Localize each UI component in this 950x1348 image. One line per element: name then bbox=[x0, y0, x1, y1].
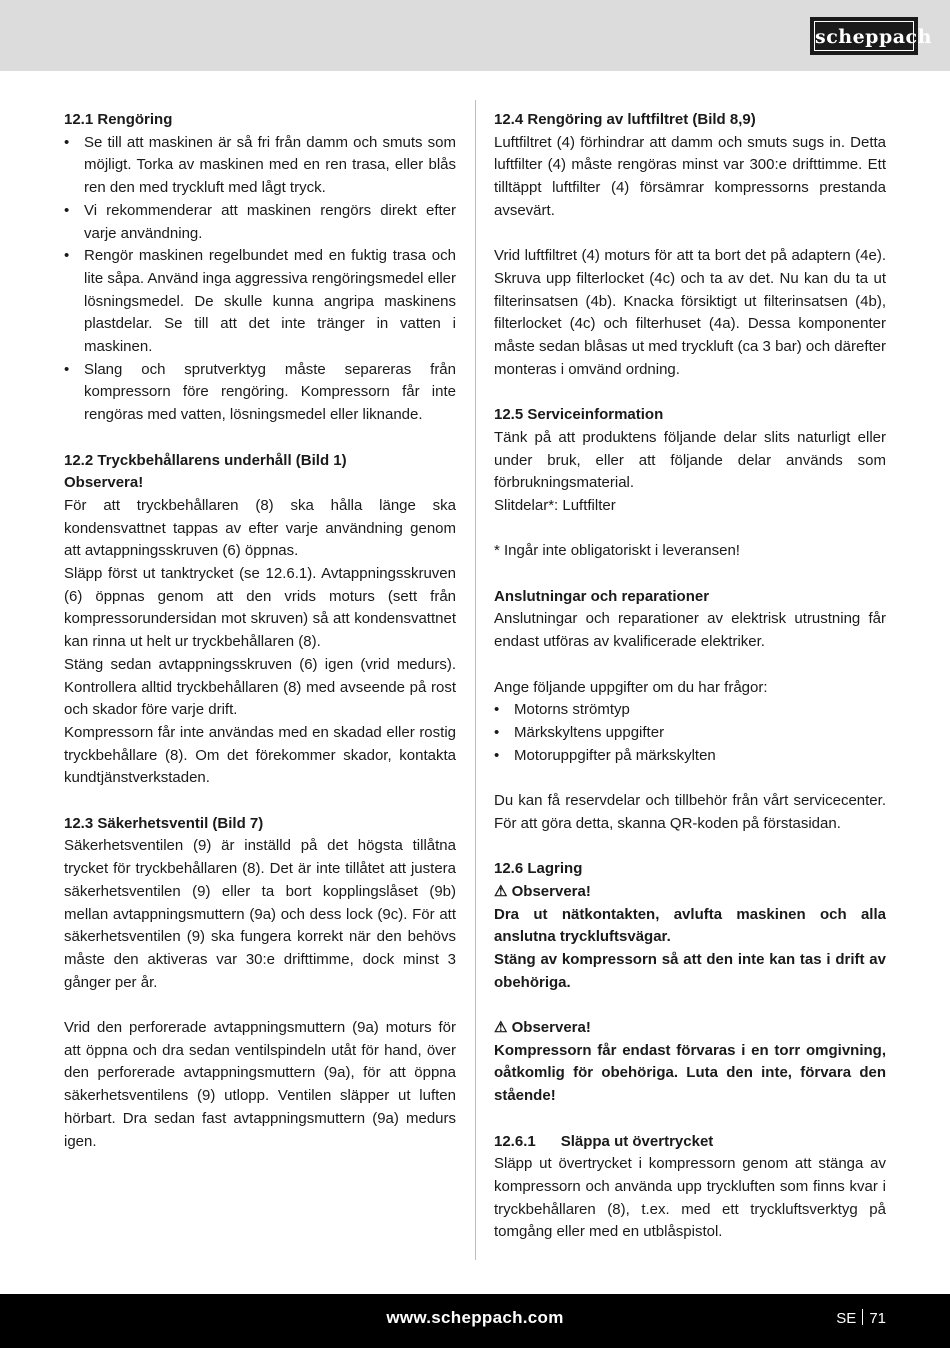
website-link[interactable]: www.scheppach.com bbox=[386, 1308, 564, 1327]
section-12-6-1-title: 12.6.1 Släppa ut övertrycket bbox=[494, 1132, 714, 1150]
footer-bar bbox=[0, 1294, 950, 1348]
list-item: • Vi rekommenderar att maskinen rengörs direkt efter varje användning. bbox=[64, 201, 456, 242]
cleaning-list bbox=[64, 132, 456, 427]
paragraph: Vrid luftfiltret (4) moturs för att ta bort det på adaptern (4e). Skruva upp filterlocket (4c) och ta av det. Nu kan du ta ut filterinsatsen (4b). Knacka försiktigt ut filterinsatsen (4b), filterlocket (4c) och filterhuset (4a). Dessa komponenter måste sedan blåsas ut med tryckluft (ca 3 bar) och därefter monteras i omvänd ordning. bbox=[494, 247, 886, 378]
warning-text: Stäng av kompressorn så att den inte kan tas i drift av obehöriga. bbox=[494, 950, 886, 991]
left-column bbox=[64, 109, 456, 1153]
list-item: • Slang och sprutverktyg måste separeras från kompressorn före rengöring. Kompressorn får inte rengöras med vatten, lösningsmedel eller liknande. bbox=[64, 360, 456, 424]
logo-text: scheppach bbox=[814, 21, 914, 51]
warning-label: ⚠ Observera! bbox=[494, 882, 591, 900]
bullet-icon: • bbox=[64, 133, 70, 151]
connections-title: Anslutningar och reparationer bbox=[494, 587, 710, 605]
footnote: * Ingår inte obligatoriskt i leveransen! bbox=[494, 542, 740, 560]
bullet-icon: • bbox=[64, 247, 70, 265]
list-item: • Se till att maskinen är så fri från damm och smuts som möjligt. Torka av maskinen med en ren trasa, eller blås ren den med tryckluft med lågt tryck. bbox=[64, 133, 456, 197]
bullet-icon: • bbox=[494, 701, 500, 719]
paragraph: Du kan få reservdelar och tillbehör från vårt servicecenter. För att göra detta, skanna QR-koden på förstasidan. bbox=[494, 792, 886, 832]
list-item: • Motorns strömtyp bbox=[494, 699, 886, 722]
paragraph: Vrid den perforerade avtappningsmuttern (9a) moturs för att öppna och dra sedan ventilspindeln utåt för hand, över den perforerade avtappningsmuttern (9a), för att öppna säkerhetsventilens (9) utlopp. Ventilen släpper ut luften hörbart. Dra sedan fast avtappningsmuttern (9a) medurs igen. bbox=[64, 1019, 456, 1150]
section-12-4-title: 12.4 Rengöring av luftfiltret (Bild 8,9) bbox=[494, 111, 756, 128]
paragraph: Slitdelar*: Luftfilter bbox=[494, 496, 616, 514]
paragraph: Säkerhetsventilen (9) är inställd på det högsta tillåtna trycket för tryckbehållaren (8). Det är inte tillåtet att justera säkerhetsventilen (9) eller ta bort kopplingslåset (9b) mellan avtappningsmuttern (9a) och dess lock (9c). För att säkerhetsventilen (9) ska fungera korrekt när den behövs måste den aktiveras var 30:e drifttimme, dock minst 3 gånger per år. bbox=[64, 837, 456, 991]
note-label: Observera! bbox=[64, 474, 144, 492]
paragraph: Luftfiltret (4) förhindrar att damm och smuts sugs in. Detta luftfilter (4) måste rengöras minst var 300:e drifttimme. Ett tilltäppt luftfilter (4) försämrar kompressorns prestanda avsevärt. bbox=[494, 133, 886, 219]
scheppach-logo bbox=[810, 17, 932, 55]
paragraph: Stäng sedan avtappningsskruven (6) igen (vrid medurs). Kontrollera alltid tryckbehållaren (8) med avseende på rost och skador före varje drift. bbox=[64, 655, 456, 719]
paragraph: Tänk på att produktens följande delar slits naturligt eller under bruk, eller att följande delar används som förbrukningsmaterial. bbox=[494, 428, 886, 492]
paragraph: Anslutningar och reparationer av elektrisk utrustning får endast utföras av kvalificerade elektriker. bbox=[494, 610, 886, 651]
info-list bbox=[494, 699, 886, 767]
section-12-3-title: 12.3 Säkerhetsventil (Bild 7) bbox=[64, 814, 264, 832]
section-12-1-title: 12.1 Rengöring bbox=[64, 111, 173, 128]
bullet-icon: • bbox=[494, 723, 500, 741]
list-item: • Motoruppgifter på märkskylten bbox=[494, 745, 886, 768]
column-divider bbox=[475, 100, 476, 1260]
warning-triangle-icon: ⚠ bbox=[494, 882, 508, 900]
page-number: SE 71 bbox=[836, 1310, 886, 1327]
paragraph: Släpp ut övertrycket i kompressorn genom att stänga av kompressorn och använda upp tryckluften som finns kvar i tryckbehållaren (8), t.ex. med ett tryckluftsverktyg på tomgång eller med en utblåspistol. bbox=[494, 1155, 886, 1241]
list-item: • Märkskyltens uppgifter bbox=[494, 722, 886, 745]
section-12-6-title: 12.6 Lagring bbox=[494, 860, 583, 878]
paragraph: Ange följande uppgifter om du har frågor: bbox=[494, 678, 768, 696]
list-item: • Rengör maskinen regelbundet med en fuktig trasa och lite såpa. Använd inga aggressiva rengöringsmedel eller lösningsmedel. De skulle kunna angripa maskinens plastdelar. Se till att det inte tränger in vatten i maskinen. bbox=[64, 247, 456, 356]
section-12-5-title: 12.5 Serviceinformation bbox=[494, 406, 664, 424]
bullet-icon: • bbox=[494, 746, 500, 764]
warning-text: Dra ut nätkontakten, avlufta maskinen och alla anslutna tryckluftsvägar. bbox=[494, 905, 886, 946]
paragraph: Kompressorn får inte användas med en skadad eller rostig tryckbehållare (8). Om det förekommer skador, kontakta kundtjänstverkstaden. bbox=[64, 723, 456, 787]
section-12-2-title: 12.2 Tryckbehållarens underhåll (Bild 1) bbox=[64, 451, 347, 469]
warning-text: Kompressorn får endast förvaras i en torr omgivning, oåtkomlig för obehöriga. Luta den inte, förvara den stående! bbox=[494, 1041, 886, 1105]
bullet-icon: • bbox=[64, 360, 70, 378]
right-column bbox=[494, 109, 886, 1244]
bullet-icon: • bbox=[64, 201, 70, 219]
header-bar bbox=[0, 0, 950, 71]
warning-label: ⚠ Observera! bbox=[494, 1019, 591, 1036]
paragraph: Släpp först ut tanktrycket (se 12.6.1). Avtappningsskruven (6) öppnas genom att den vrids moturs (sett från kompressorundersidan mot skruven) så att kondensvattnet kan rinna ut helt ur tryckbehållaren (8). bbox=[64, 565, 456, 651]
paragraph: För att tryckbehållaren (8) ska hålla länge ska kondensvattnet tappas av efter varje användning genom att avtappningsskruven (6) öppnas. bbox=[64, 496, 456, 560]
warning-triangle-icon: ⚠ bbox=[494, 1019, 508, 1036]
